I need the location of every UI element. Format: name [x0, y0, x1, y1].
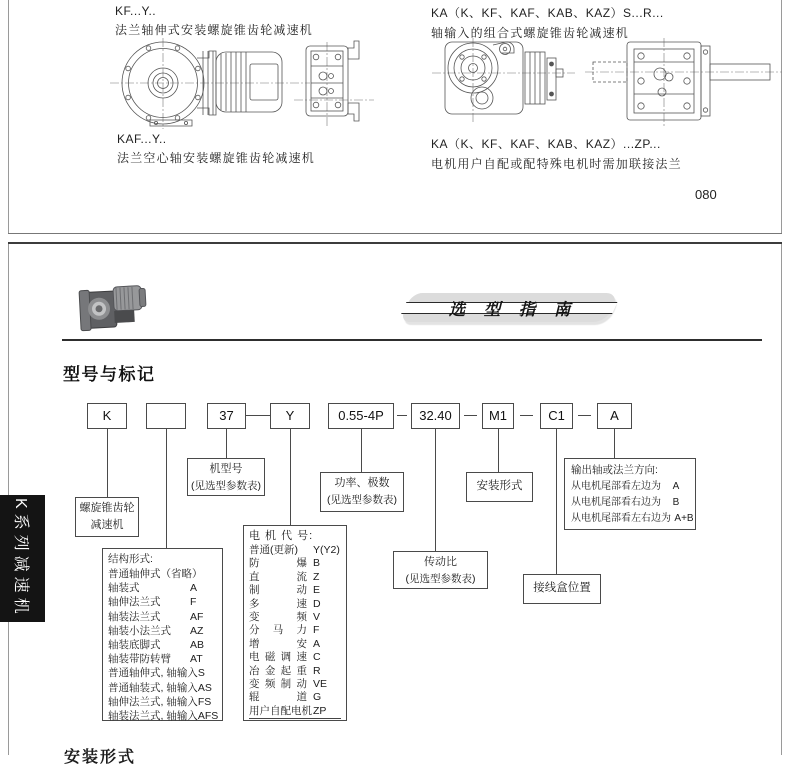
ratio-line1: 传动比: [424, 556, 457, 568]
code-box-direction: A: [597, 403, 632, 429]
output-direction-title: 输出轴或法兰方向:: [571, 464, 658, 476]
code-box-mounting: M1: [482, 403, 514, 429]
callout-reducer-type: [75, 497, 139, 537]
mrow-row: 防爆 B: [249, 557, 321, 570]
srow-row: 轴伸法兰式 F: [108, 596, 197, 609]
code-box-junction: C1: [540, 403, 573, 429]
frame-size-line2: (见选型参数表): [191, 480, 261, 492]
mrow-row: 变频制动 VE: [249, 678, 328, 691]
callout-mounting: 安装形式: [466, 472, 533, 502]
drow-row: 从电机尾部看左边为 A: [571, 481, 680, 492]
srow-row: 普通轴装式, 轴输入 AS: [108, 681, 212, 694]
series-sidebar-tab: K系列减速机: [0, 495, 45, 622]
connector-dash-2: [464, 415, 477, 416]
caption-ka-zp-code: KA（K、KF、KAF、KAB、KAZ）...ZP...: [431, 137, 661, 151]
mrow-row: 用户自配电机 ZP: [249, 705, 341, 719]
srow-row: 普通轴伸式（省略）: [108, 568, 203, 580]
mrow-row: 辊道 G: [249, 691, 322, 704]
mrow-row: 制动 E: [249, 584, 321, 597]
reducer-type-line1: 螺旋锥齿轮: [79, 502, 135, 514]
gear-reducer-photo: [76, 281, 152, 335]
direction-rows: [571, 479, 694, 527]
dropper-power: [361, 429, 362, 472]
code-box-frame: 37: [207, 403, 246, 429]
srow-row: 轴装式 A: [108, 582, 198, 595]
callout-frame-size: [187, 458, 265, 496]
motor-codes-title: 电 机 代 号:: [249, 530, 314, 542]
caption-ka-zp: [431, 135, 682, 172]
code-box-motor: Y: [270, 403, 310, 429]
srow-row: 轴装法兰式 AF: [108, 610, 204, 623]
mrow-row: 变频 V: [249, 611, 321, 624]
connector-dash-3: [520, 415, 533, 416]
mrow-row: 分马力 F: [249, 624, 320, 637]
srow-row: 轴装底脚式 AB: [108, 639, 205, 652]
mrow-row: 电磁调速 C: [249, 651, 321, 664]
main-block-right-border: [781, 244, 782, 755]
power-poles-line1: 功率、极数: [334, 477, 390, 489]
top-block-bottom-border: [8, 233, 782, 234]
structure-forms-title: 结构形式:: [108, 553, 153, 565]
callout-ratio: [393, 551, 488, 589]
caption-ka-sr-code: KA（K、KF、KAF、KAB、KAZ）S...R...: [431, 6, 664, 20]
caption-kf-code: KF...Y..: [115, 4, 157, 18]
dropper-junction: [556, 429, 557, 574]
callout-power-poles: [320, 472, 404, 512]
drawing-shaft-side: [585, 38, 782, 128]
mrow-row: 冶金起重 R: [249, 664, 321, 677]
dropper-mounting: [498, 429, 499, 472]
callout-junction-box: 接线盒位置: [523, 574, 601, 604]
mrow-row: 普通(更新) Y(Y2): [249, 544, 340, 556]
drawing-flange-front: [110, 38, 310, 129]
main-block-top-border: [8, 242, 782, 244]
model-marking-title: 型号与标记: [63, 365, 156, 384]
code-box-ratio: 32.40: [411, 403, 460, 429]
frame-size-line1: 机型号: [209, 463, 243, 475]
srow-row: 轴装带防转臂 AT: [108, 653, 203, 666]
caption-kaf-desc: 法兰空心轴安装螺旋锥齿轮减速机: [117, 151, 316, 165]
srow-row: 轴装法兰式, 轴输入 AFS: [108, 710, 219, 723]
connector-dash-4: [578, 415, 591, 416]
power-poles-line2: (见选型参数表): [327, 494, 397, 506]
reducer-type-line2: 减速机: [90, 519, 124, 531]
caption-ka-zp-desc: 电机用户自配或配特殊电机时需加联接法兰: [431, 157, 682, 171]
connector-dash-1: [397, 415, 407, 416]
caption-kaf-code: KAF...Y..: [117, 132, 167, 146]
gear-reducer-drawings: [0, 36, 790, 136]
mrow-row: 直流 Z: [249, 570, 320, 583]
srow-row: 轴伸法兰式, 轴输入 FS: [108, 695, 212, 708]
structure-rows: [108, 567, 217, 723]
dropper-ratio: [435, 429, 436, 551]
dropper-direction: [614, 429, 615, 458]
code-box-structure: [146, 403, 186, 429]
connector-37-y: [246, 415, 270, 416]
code-box-power: 0.55-4P: [328, 403, 394, 429]
selection-guide-banner: [406, 293, 613, 322]
dropper-structure: [166, 429, 167, 548]
mrow-row: 多速 D: [249, 597, 321, 610]
page-number: 080: [695, 187, 717, 202]
caption-kf-desc: 法兰轴伸式安装螺旋锥齿轮减速机: [115, 23, 314, 37]
dropper-motor: [290, 429, 291, 525]
motor-code-rows: [249, 544, 341, 719]
srow-row: 轴装小法兰式 AZ: [108, 624, 204, 637]
section-divider-rule: [62, 339, 762, 341]
drawing-side-view: [294, 41, 374, 126]
drawing-combined-front: [432, 38, 575, 124]
callout-output-direction: [564, 458, 696, 530]
code-box-series: K: [87, 403, 127, 429]
dropper-series: [107, 429, 108, 497]
caption-ka-sr-desc: 轴输入的组合式螺旋锥齿轮减速机: [431, 26, 630, 40]
ratio-line2: (见选型参数表): [405, 573, 476, 585]
next-section-title: 安装形式: [64, 749, 137, 766]
callout-structure-forms: [102, 548, 223, 721]
drow-row: 从电机尾部看左右边为 A+B: [571, 513, 694, 524]
mrow-row: 增安 A: [249, 637, 321, 650]
dropper-frame: [226, 429, 227, 458]
banner-title: 选 型 指 南: [448, 300, 578, 319]
callout-motor-codes: [243, 525, 347, 721]
caption-kf: [115, 4, 313, 38]
drow-row: 从电机尾部看右边为 B: [571, 497, 680, 508]
caption-kaf: [117, 132, 315, 166]
srow-row: 普通轴伸式, 轴输入 S: [108, 667, 205, 680]
